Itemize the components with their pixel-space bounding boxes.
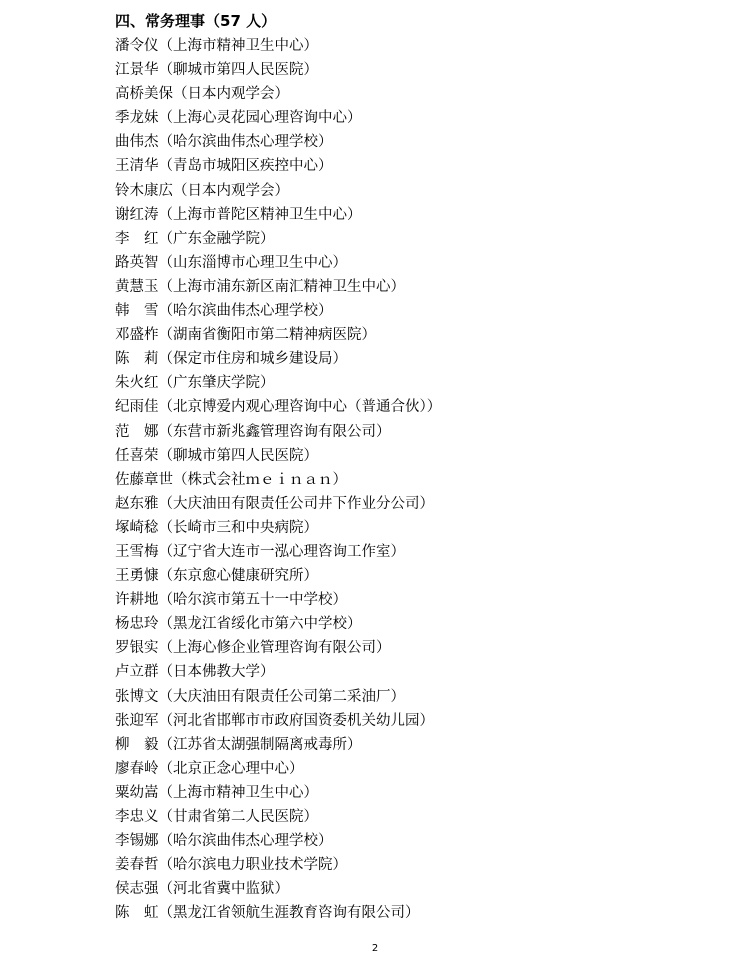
- member-entry: 陈 莉（保定市住房和城乡建设局）: [115, 351, 347, 368]
- member-entry: 许耕地（哈尔滨市第五十一中学校）: [115, 592, 347, 609]
- member-entry: 王勇慷（东京愈心健康研究所）: [115, 568, 318, 585]
- member-entry: 陈 虹（黑龙江省领航生涯教育咨询有限公司）: [115, 905, 420, 922]
- member-entry: 李忠义（甘肃省第二人民医院）: [115, 809, 318, 825]
- member-entry: 王清华（青岛市城阳区疾控中心）: [115, 158, 333, 175]
- member-entry: 李锡娜（哈尔滨曲伟杰心理学校）: [115, 833, 333, 850]
- member-entry: 侯志强（河北省冀中监狱）: [115, 881, 289, 898]
- member-entry: 路英智（山东淄博市心理卫生中心）: [115, 254, 347, 271]
- member-entry: 铃木康広（日本内观学会）: [115, 182, 289, 199]
- member-entry: 潘令仪（上海市精神卫生中心）: [115, 38, 318, 54]
- member-entry: 季龙妹（上海心灵花园心理咨询中心）: [115, 110, 362, 127]
- member-entry: 曲伟杰（哈尔滨曲伟杰心理学校）: [115, 134, 333, 151]
- member-entry: 邓盛柞（湖南省衡阳市第二精神病医院）: [115, 327, 376, 344]
- page-number: 2: [371, 943, 379, 954]
- member-entry: 卢立群（日本佛教大学）: [115, 664, 275, 681]
- member-entry: 粟幼嵩（上海市精神卫生中心）: [115, 784, 318, 801]
- member-entry: 罗银实（上海心修企业管理咨询有限公司）: [115, 640, 391, 657]
- member-entry: 塚崎稔（长崎市三和中央病院）: [115, 519, 318, 536]
- member-entry: 朱火红（广东肇庆学院）: [115, 375, 275, 392]
- member-entry: 赵东雅（大庆油田有限责任公司井下作业分公司）: [115, 495, 434, 512]
- member-entry: 张迎军（河北省邯郸市市政府国资委机关幼儿园）: [115, 712, 434, 729]
- member-entry: 高桥美保（日本内观学会）: [115, 86, 289, 103]
- member-list: [115, 34, 441, 925]
- member-entry: 李 红（广东金融学院）: [115, 230, 275, 247]
- member-entry: 佐藤章世（株式会社ｍｅｉｎａｎ）: [115, 471, 347, 488]
- member-entry: 纪雨佳（北京博爱内观心理咨询中心（普通合伙））: [115, 399, 442, 416]
- member-entry: 江景华（聊城市第四人民医院）: [115, 62, 318, 79]
- member-entry: 王雪梅（辽宁省大连市一泓心理咨询工作室）: [115, 543, 405, 560]
- member-entry: 廖春岭（北京正念心理中心）: [115, 760, 304, 777]
- member-entry: 张博文（大庆油田有限责任公司第二采油厂）: [115, 688, 405, 705]
- member-entry: 柳 毅（江苏省太湖强制隔离戒毒所）: [115, 736, 362, 753]
- member-entry: 杨忠玲（黑龙江省绥化市第六中学校）: [115, 616, 362, 633]
- member-entry: 谢红涛（上海市普陀区精神卫生中心）: [115, 206, 362, 223]
- member-entry: 韩 雪（哈尔滨曲伟杰心理学校）: [115, 303, 333, 320]
- section-heading: 四、常务理事（57 人）: [115, 12, 277, 30]
- member-entry: 黄慧玉（上海市浦东新区南汇精神卫生中心）: [115, 278, 405, 295]
- member-entry: 姜春哲（哈尔滨电力职业技术学院）: [115, 857, 347, 874]
- member-entry: 任喜荣（聊城市第四人民医院）: [115, 447, 318, 464]
- member-entry: 范 娜（东营市新兆鑫管理咨询有限公司）: [115, 423, 391, 440]
